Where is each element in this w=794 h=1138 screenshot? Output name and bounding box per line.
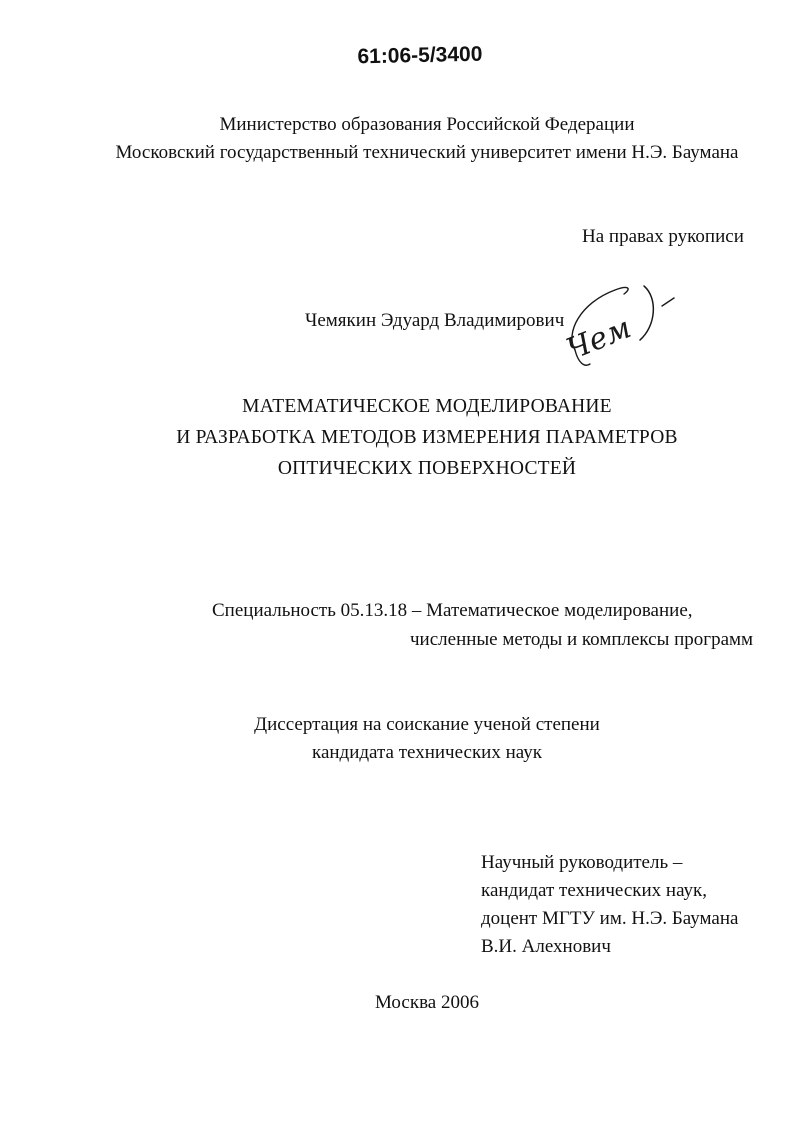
manuscript-rights-note: На правах рукописи <box>582 226 744 247</box>
archive-stamp-number: 61:06-5/3400 <box>357 42 483 69</box>
supervisor-name: В.И. Алехнович <box>481 936 611 957</box>
ministry-name: Министерство образования Российской Федерации <box>219 114 635 135</box>
degree-line-1: Диссертация на соискание ученой степени <box>254 714 600 735</box>
title-line-3: ОПТИЧЕСКИХ ПОВЕРХНОСТЕЙ <box>277 458 577 479</box>
place-year: Москва 2006 <box>375 992 479 1013</box>
supervisor-line-2: кандидат технических наук, <box>481 880 708 901</box>
supervisor-line-1: Научный руководитель – <box>481 852 683 873</box>
title-line-2: И РАЗРАБОТКА МЕТОДОВ ИЗМЕРЕНИЯ ПАРАМЕТРОВ <box>176 427 678 448</box>
specialty-line-2: численные методы и комплексы программ <box>410 629 754 650</box>
degree-line-2: кандидата технических наук <box>312 742 542 763</box>
specialty-line-1: Специальность 05.13.18 – Математическое моделирование, <box>212 600 693 621</box>
author-signature <box>560 278 690 378</box>
supervisor-line-3: доцент МГТУ им. Н.Э. Баумана <box>481 908 739 929</box>
author-name: Чемякин Эдуард Владимирович <box>305 310 565 331</box>
signature-scribble: Чем <box>561 310 637 368</box>
university-name: Московский государственный технический университет имени Н.Э. Баумана <box>115 142 739 163</box>
title-line-1: МАТЕМАТИЧЕСКОЕ МОДЕЛИРОВАНИЕ <box>242 396 612 417</box>
